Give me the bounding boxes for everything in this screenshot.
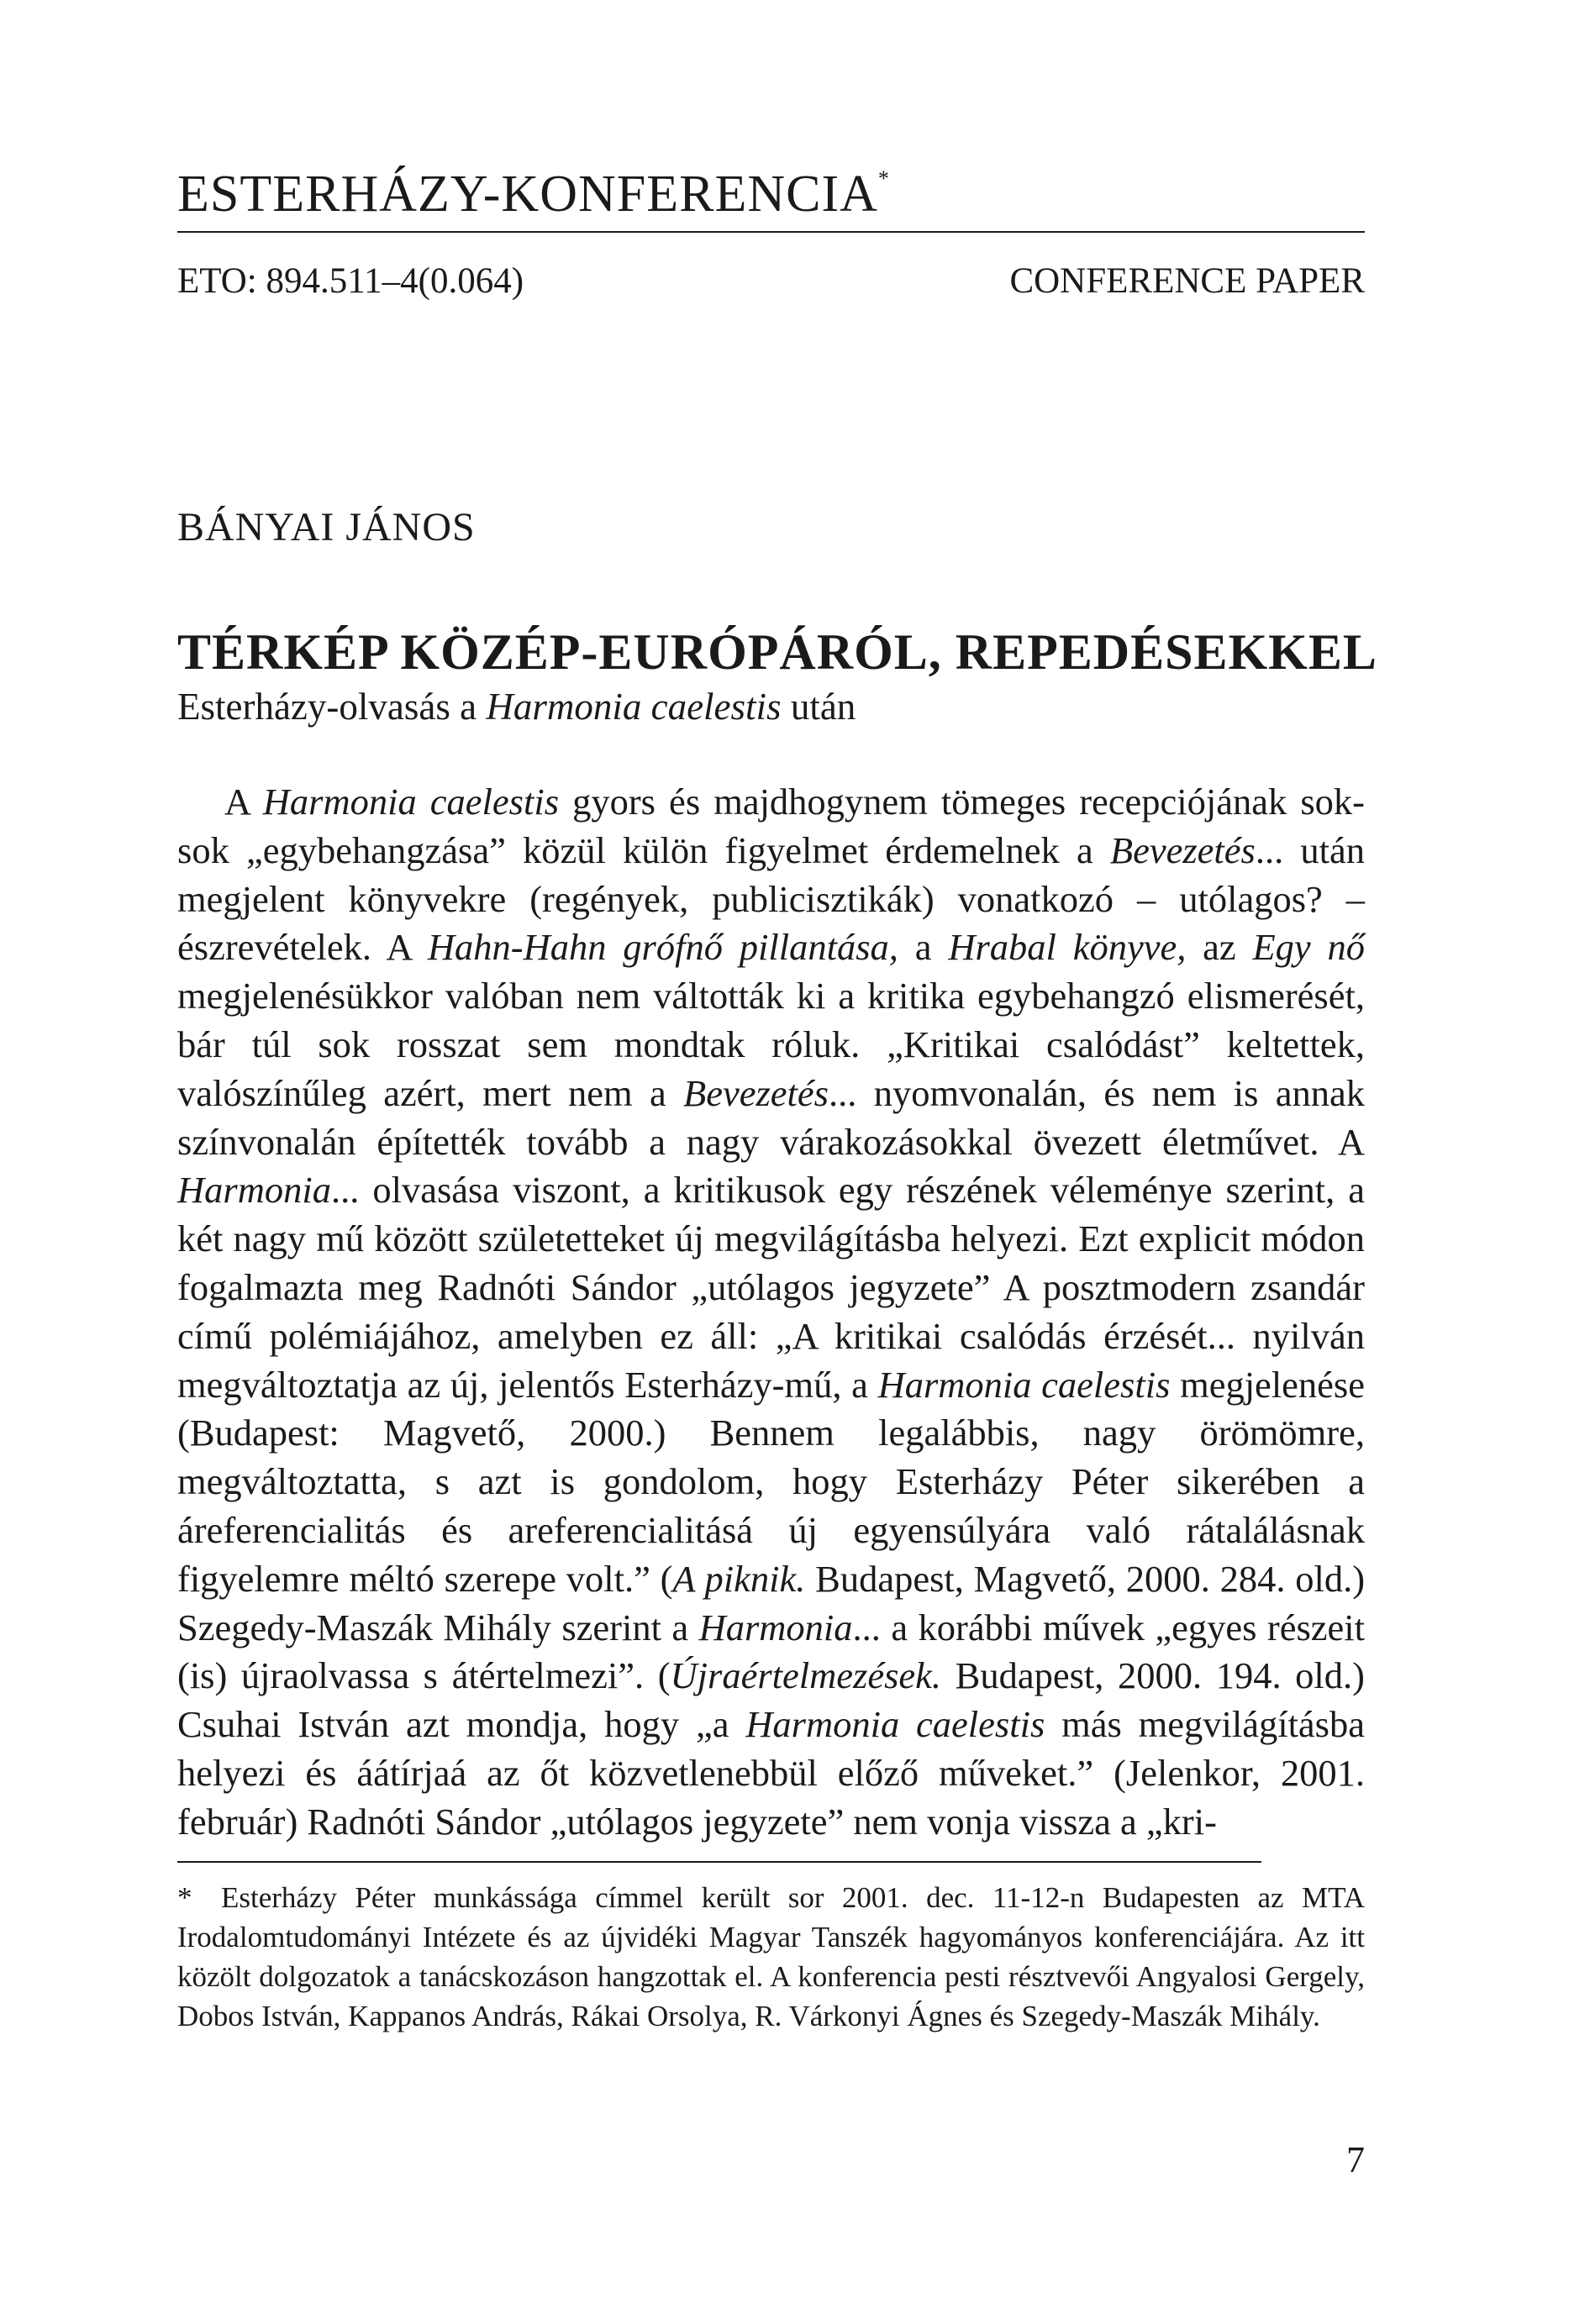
text-run: más megvilágításba helyezi és áátírjaá az őt közvetlenebbül előző műveket.” (Jelenkor, 2001. február) Radnóti Sándor „utólagos jegyzete” nem vonja vissza a „kri- xyxy=(177,1703,1365,1843)
header-rule xyxy=(177,231,1365,233)
text-run: ... a korábbi művek „egyes részeit (is) újraolvassa s átértelmezi”. ( xyxy=(177,1606,1365,1697)
italic-title-run: Harmonia xyxy=(177,1169,331,1212)
subtitle-italic-title: Harmonia caelestis xyxy=(486,686,782,728)
subtitle-text-end: után xyxy=(781,686,856,728)
body-paragraph xyxy=(177,778,1365,1847)
footnote-text: Esterházy Péter munkássága címmel került sor 2001. dec. 11-12-n Budapesten az MTA Irodalomtudományi Intézete és az újvidéki Magyar Tanszék hagyományos konferenciájára. Az itt közölt dolgozatok a tanácskozáson hangzottak el. A konferencia pesti résztvevői Angyalosi Gergely, Dobos István, Kappanos András, Rákai Orsolya, R. Várkonyi Ágnes és Szegedy-Maszák Mihály. xyxy=(177,1881,1365,2032)
italic-title-run: Hrabal könyve, xyxy=(948,926,1187,969)
text-run: ... után megjelent könyvekre (regények, publicisztikák) vonatkozó – utólagos? – észrevételek. A xyxy=(177,828,1365,969)
text-run: A xyxy=(224,781,263,823)
text-run: megjelenése (Budapest: Magvető, 2000.) Bennem legalábbis, nagy örömömre, megváltoztatta, s azt is gondolom, hogy Esterházy Péter sikerében a áreferencialitás és areferencialitásá új egyensúlyára való rátalálásnak figyelemre méltó szerepe volt.” ( xyxy=(177,1363,1365,1600)
article-subtitle xyxy=(177,685,856,728)
text-run: az xyxy=(1186,926,1253,969)
text-run: Budapest, Magvető, 2000. 284. old.) Szegedy-Maszák Mihály szerint a xyxy=(177,1557,1366,1648)
text-run: megjelenésükkor valóban nem váltották ki a kritika egybehangzó elismerését, bár túl sok rosszat sem mondtak róluk. „Kritikai csalódást” keltettek, valószínűleg azért, mert nem a xyxy=(177,975,1365,1114)
italic-title-run: Hahn-Hahn grófnő pillantása, xyxy=(427,926,898,969)
author-name: BÁNYAI JÁNOS xyxy=(177,505,476,549)
page-number: 7 xyxy=(1346,2139,1365,2180)
text-run: ... olvasása viszont, a kritikusok egy részének véleménye szerint, a két nagy mű között születetteket új megvilágításba helyezi. Ezt explicit módon fogalmazta meg Radnóti Sándor „utólagos jegyzete” A posztmodern zsandár című polémiájához, amelyben ez áll: „A kritikai csalódás érzését... nyilván megváltoztatja az új, jelentős Esterházy-mű, a xyxy=(177,1169,1365,1406)
italic-title-run: Harmonia xyxy=(698,1606,853,1648)
text-run: Budapest, 2000. 194. old.) Csuhai István azt mondja, hogy „a xyxy=(177,1654,1365,1746)
footnote xyxy=(177,1878,1365,2036)
udc-classification: ETO: 894.511–4(0.064) xyxy=(177,261,524,301)
text-run: gyors és majdhogynem tömeges recepciójának sok-sok „egybehangzása” közül külön figyelmet érdemelnek a xyxy=(177,781,1365,871)
italic-title-run: Egy nő xyxy=(1252,926,1365,969)
footnote-mark: * xyxy=(177,1881,192,1914)
italic-title-run: Harmonia caelestis xyxy=(877,1363,1171,1406)
section-title-text: ESTERHÁZY-KONFERENCIA xyxy=(177,166,878,223)
section-title xyxy=(177,166,890,223)
footnote-rule xyxy=(177,1861,1261,1863)
subtitle-text: Esterházy-olvasás a xyxy=(177,686,487,728)
italic-title-run: Újraértelmezések. xyxy=(670,1654,942,1697)
section-footnote-mark: * xyxy=(877,166,890,191)
paper-type: CONFERENCE PAPER xyxy=(1009,261,1365,301)
text-run: ... nyomvonalán, és nem is annak színvonalán építették tovább a nagy várakozásokkal övezett életművet. A xyxy=(177,1071,1365,1163)
italic-title-run: Bevezetés xyxy=(1109,828,1256,871)
italic-title-run: Harmonia caelestis xyxy=(262,781,560,823)
text-run: a xyxy=(898,926,949,969)
italic-title-run: A piknik. xyxy=(672,1557,806,1600)
italic-title-run: Bevezetés xyxy=(683,1071,829,1114)
italic-title-run: Harmonia caelestis xyxy=(745,1703,1045,1746)
article-title: TÉRKÉP KÖZÉP-EURÓPÁRÓL, REPEDÉSEKKEL xyxy=(177,624,1377,680)
